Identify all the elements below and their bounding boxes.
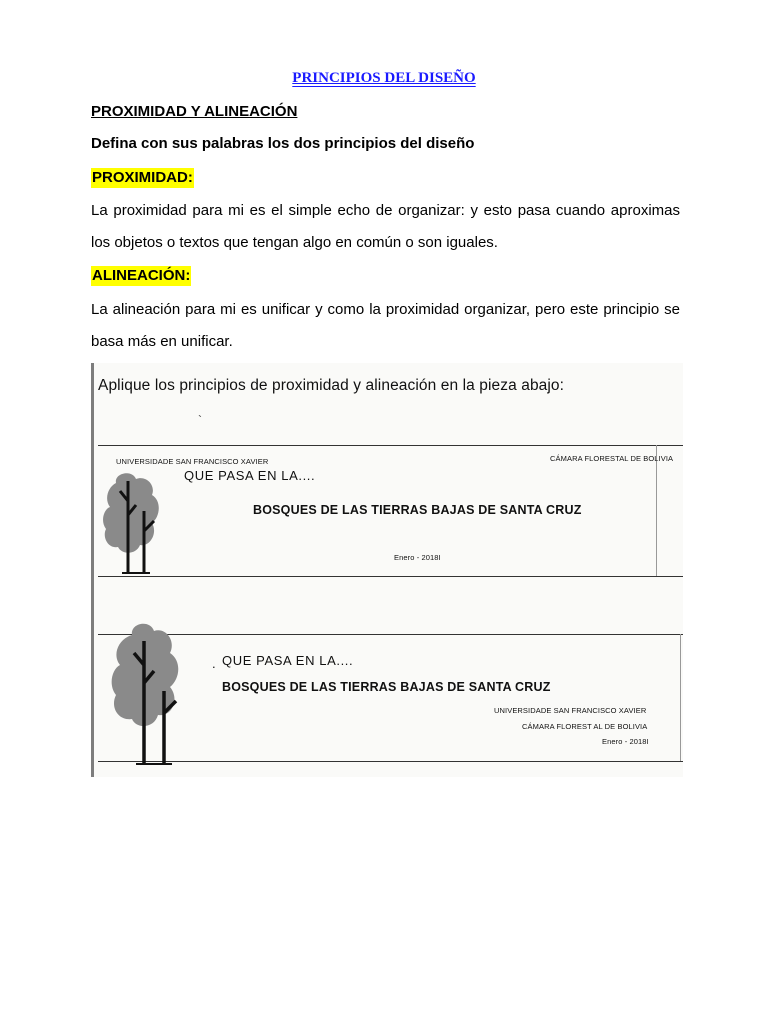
piece1-bosques: BOSQUES DE LAS TIERRAS BAJAS DE SANTA CRUZ bbox=[253, 503, 582, 517]
scan-mark: ` bbox=[198, 413, 202, 427]
alineacion-label: ALINEACIÓN: bbox=[92, 267, 191, 284]
alineacion-paragraph: La alineación para mi es unificar y como la proximidad organizar, pero este principio se basa más en unificar. bbox=[91, 301, 680, 350]
piece1-top-rule bbox=[98, 445, 683, 446]
proximidad-label: PROXIMIDAD: bbox=[92, 169, 193, 186]
piece1-university: UNIVERSIDADE SAN FRANCISCO XAVIER bbox=[116, 457, 269, 466]
instruction-text: Defina con sus palabras los dos principios del diseño bbox=[91, 135, 475, 152]
section-heading: PROXIMIDAD Y ALINEACIÓN bbox=[91, 103, 298, 120]
piece2-date: Enero - 2018I bbox=[602, 737, 649, 746]
piece1-camara: CÁMARA FLORESTAL DE BOLIVIA bbox=[550, 454, 674, 463]
piece1-que-pasa: QUE PASA EN LA.... bbox=[184, 468, 316, 483]
piece2-university: UNIVERSIDADE SAN FRANCISCO XAVIER bbox=[494, 706, 647, 715]
scanned-exercise-image bbox=[91, 363, 683, 777]
tree-icon bbox=[110, 621, 190, 767]
exercise-instruction: Aplique los principios de proximidad y alineación en la pieza abajo: bbox=[98, 377, 565, 394]
piece1-bottom-rule bbox=[98, 576, 683, 577]
piece1-date: Enero - 2018I bbox=[394, 553, 441, 562]
piece1-side-rule bbox=[656, 445, 657, 576]
tree-icon bbox=[102, 471, 164, 575]
piece2-bosques: BOSQUES DE LAS TIERRAS BAJAS DE SANTA CRUZ bbox=[222, 680, 551, 694]
piece2-que-pasa: QUE PASA EN LA.... bbox=[222, 653, 354, 668]
proximidad-paragraph: La proximidad para mi es el simple echo de organizar: y esto pasa cuando aproximas los objetos o textos que tengan algo en común o son iguales. bbox=[91, 202, 680, 251]
document-title-text: PRINCIPIOS DEL DISEÑO bbox=[292, 70, 476, 86]
piece2-camara: CÁMARA FLOREST AL DE BOLIVIA bbox=[522, 722, 648, 731]
document-title bbox=[0, 70, 768, 87]
piece2-dot: . bbox=[212, 656, 217, 671]
piece2-side-rule bbox=[680, 634, 681, 761]
